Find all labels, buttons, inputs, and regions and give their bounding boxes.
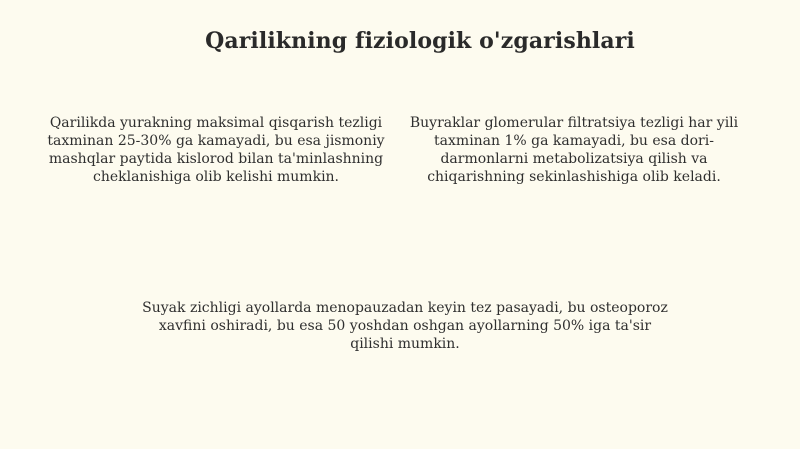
- paragraph-bones: Suyak zichligi ayollarda menopauzadan keyin tez pasayadi, bu osteoporoz xavfini oshiradi, bu esa 50 yoshdan oshgan ayollarning 50% iga ta'sir qilishi mumkin.: [142, 300, 668, 352]
- slide-title: Qarilikning fiziologik o'zgarishlari: [205, 28, 635, 54]
- paragraph-heart: Qarilikda yurakning maksimal qisqarish tezligi taxminan 25-30% ga kamayadi, bu esa jismoniy mashqlar paytida kislorod bilan ta'minlashning cheklanishiga olib kelishi mumkin.: [47, 115, 385, 185]
- paragraph-kidneys: Buyraklar glomerular filtratsiya tezligi har yili taxminan 1% ga kamayadi, bu esa dori-darmonlarni metabolizatsiya qilish va chiqarishning sekinlashishiga olib keladi.: [409, 115, 739, 185]
